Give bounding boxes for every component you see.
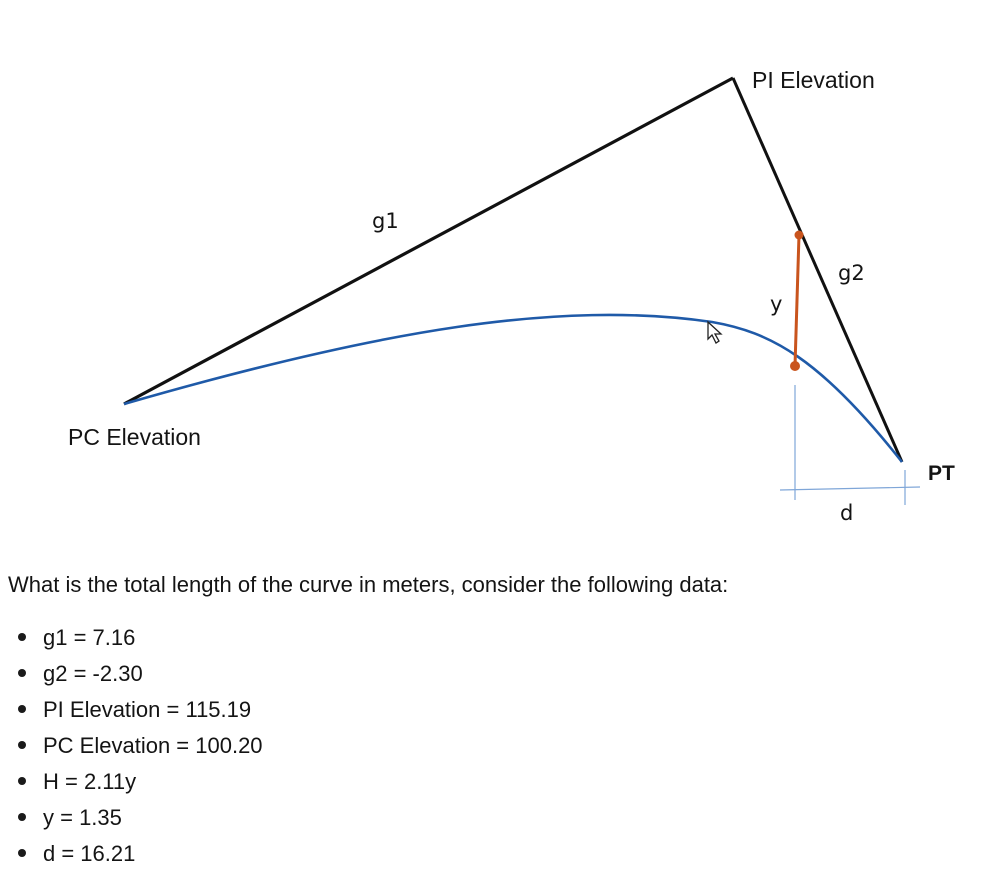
d-guide-horizontal <box>780 487 920 490</box>
list-item-text: PC Elevation = 100.20 <box>43 733 263 758</box>
list-item-d <box>18 836 263 872</box>
list-item-h <box>18 764 263 800</box>
list-item-text: H = 2.11y <box>43 769 137 794</box>
pt-label: PT <box>928 462 955 485</box>
list-item-text: g2 = -2.30 <box>43 661 143 686</box>
list-item-pc-elevation <box>18 728 263 764</box>
pc-elevation-label: PC Elevation <box>68 424 201 450</box>
list-item-pi-elevation <box>18 692 263 728</box>
g2-tangent-line <box>733 78 902 462</box>
list-item-text: y = 1.35 <box>43 805 122 830</box>
given-data-list <box>18 620 263 872</box>
list-item-text: PI Elevation = 115.19 <box>43 697 252 722</box>
vertical-curve <box>124 315 902 462</box>
offset-bottom-point <box>790 361 800 371</box>
list-item-y <box>18 800 263 836</box>
bullet-icon <box>18 849 26 857</box>
bullet-icon <box>18 633 26 641</box>
bullet-icon <box>18 813 26 821</box>
bullet-icon <box>18 741 26 749</box>
g1-tangent-line <box>124 78 733 404</box>
d-label: d <box>840 501 854 525</box>
list-item-g2 <box>18 656 263 692</box>
bullet-icon <box>18 705 26 713</box>
list-item-text: g1 = 7.16 <box>43 625 136 650</box>
list-item-text: d = 16.21 <box>43 841 136 866</box>
pi-elevation-label: PI Elevation <box>752 67 875 93</box>
question-text: What is the total length of the curve in meters, consider the following data: <box>8 572 729 597</box>
bullet-icon <box>18 777 26 785</box>
offset-y-line <box>795 235 799 366</box>
y-label: y <box>770 292 783 316</box>
offset-top-point <box>795 231 804 240</box>
bullet-icon <box>18 669 26 677</box>
list-item-g1 <box>18 620 263 656</box>
g1-label: g1 <box>372 209 399 233</box>
g2-label: g2 <box>838 261 865 285</box>
mouse-cursor-icon <box>708 322 721 343</box>
